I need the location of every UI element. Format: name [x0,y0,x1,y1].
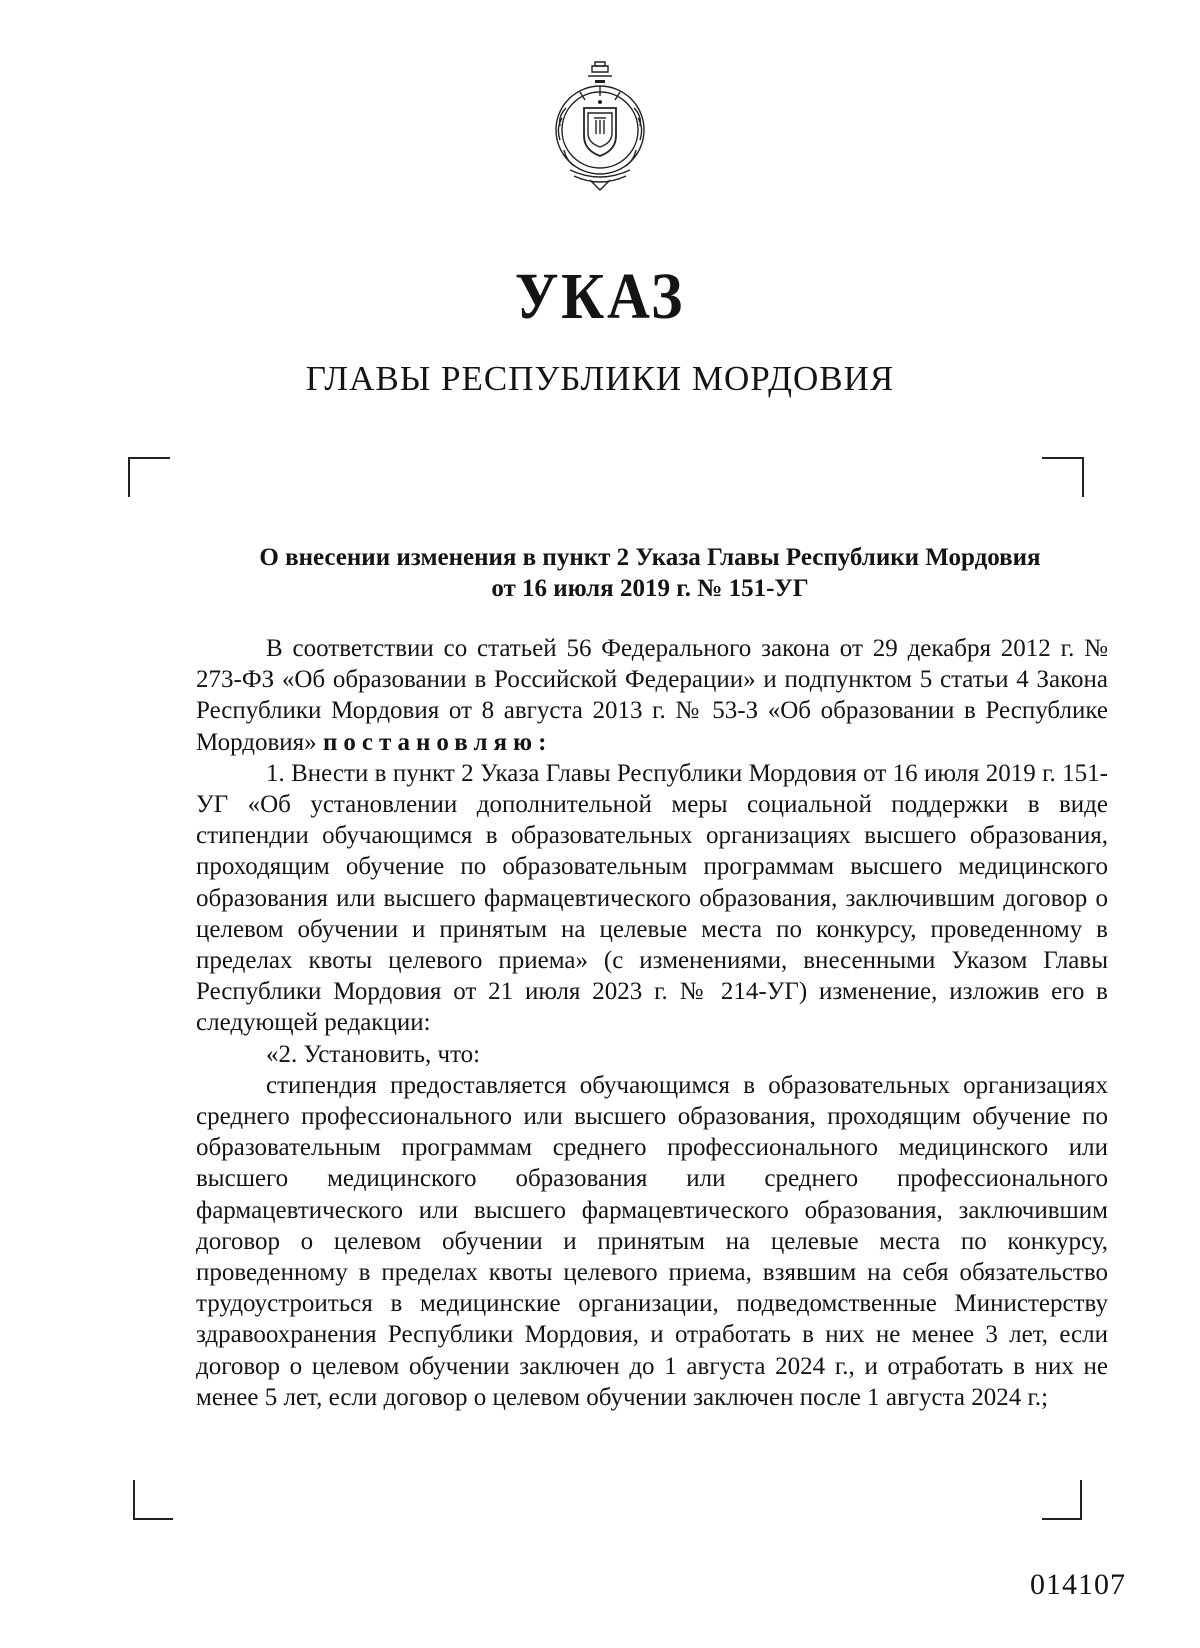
document-title: УКАЗ [514,260,686,333]
corner-bracket-top-right [1042,457,1084,497]
coat-of-arms-icon [540,58,660,198]
corner-bracket-bottom-right [1042,1480,1082,1520]
document-serial-number: 014107 [1030,1568,1126,1601]
item-2-paragraph: стипендия предоставляется обучающимся в образовательных организациях среднего профессионального или высшего образования, проходящим обучение по образовательным программам среднего профессионального медицинского или высшего медицинского образования или среднего профессионального фармацевтического или высшего фармацевтического образования, заключившим договор о целевом обучении и принятым на целевые места по конкурсу, проведенному в пределах квоты целевого приема, взявшим на себя обязательство трудоустроиться в медицинские организации, подведомственные Министерству здравоохранения Республики Мордовия, и отработать в них не менее 3 лет, если договор о целевом обучении заключен до 1 августа 2024 г., и отработать в них не менее 5 лет, если договор о целевом обучении заключен после 1 августа 2024 г.; [196,1071,1108,1411]
item-2-intro: «2. Установить, что: [266,1040,481,1068]
decree-word: постановляю: [322,728,553,756]
preamble-text: В соответствии со статьей 56 Федерального закона от 29 декабря 2012 г. № 273-ФЗ «Об образовании в Российской Федерации» и подпунктом 5 статьи 4 Закона Республики Мордовия от 8 августа 2013 г. № 53-З «Об образовании в Республике Мордовия» [196,635,1108,756]
corner-bracket-top-left [128,457,170,497]
item-1-paragraph: 1. Внести в пункт 2 Указа Главы Республики Мордовия от 16 июля 2019 г. 151-УГ «Об установлении дополнительной меры социальной поддержки в виде стипендии обучающимся в образовательных организациях высшего образования, проходящим обучение по образовательным программам высшего медицинского образования или высшего фармацевтического образования, заключившим договор о целевом обучении и принятым на целевые места по конкурсу, проведенному в пределах квоты целевого приема» (с изменениями, внесенными Указом Главы Республики Мордовия от 21 июля 2023 г. № 214-УГ) изменение, изложив его в следующей редакции: [196,759,1108,1037]
heading-line-1: О внесении изменения в пункт 2 Указа Главы Республики Мордовия [259,544,1041,571]
decree-body [196,633,1108,1413]
corner-bracket-bottom-left [133,1480,173,1520]
document-subtitle: ГЛАВЫ РЕСПУБЛИКИ МОРДОВИЯ [305,359,895,398]
preamble-paragraph [196,633,1108,758]
decree-heading [190,542,1110,604]
heading-line-2: от 16 июля 2019 г. № 151-УГ [491,575,809,602]
